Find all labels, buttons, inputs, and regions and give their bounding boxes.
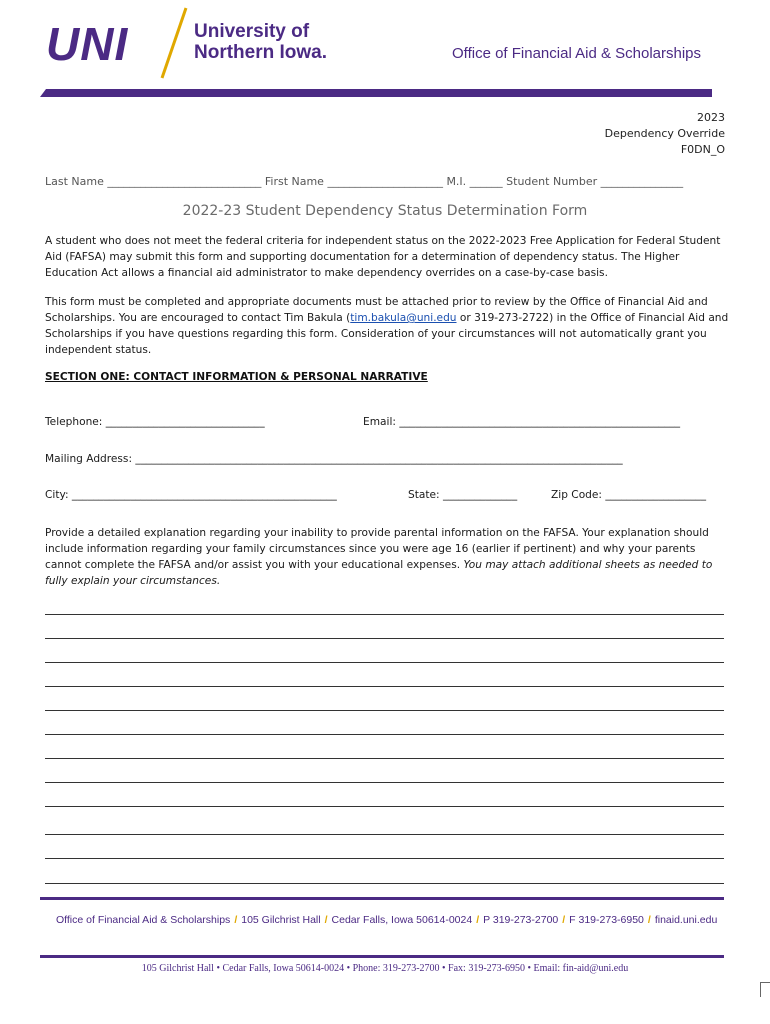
university-line1: University of: [194, 21, 310, 42]
narrative-line[interactable]: [45, 686, 724, 687]
narrative-line[interactable]: [45, 710, 724, 711]
footer-separator: /: [476, 914, 480, 926]
doc-form-name: Dependency Override: [604, 127, 725, 140]
narrative-line[interactable]: [45, 734, 724, 735]
intro-paragraph-2: [45, 294, 730, 358]
intro-paragraph-1: A student who does not meet the federal criteria for independent status on the 2022-2023 Free Application for Federal Student Aid (FAFSA) may submit this form and supporting documentation for a determination of dependency status. The Higher Education Act allows a financial aid administrator to make dependency overrides on a case-by-case basis.: [45, 235, 721, 279]
header-divider: [40, 89, 712, 97]
section-one-heading: SECTION ONE: CONTACT INFORMATION & PERSONAL NARRATIVE: [45, 371, 428, 383]
footer-web: finaid.uni.edu: [654, 914, 718, 926]
narrative-line[interactable]: [45, 782, 724, 783]
footer-separator: /: [324, 914, 328, 926]
explanation-instructions: [45, 525, 730, 589]
mailing-address-field[interactable]: Mailing Address: ____________________________________________________________________________________________: [45, 453, 623, 465]
footer-fax: F 319-273-6950: [569, 914, 644, 926]
footer-separator: /: [234, 914, 238, 926]
footer-separator: /: [562, 914, 566, 926]
page-corner-mark: [760, 982, 770, 997]
university-name: [194, 21, 327, 63]
contact-email-link[interactable]: tim.bakula@uni.edu: [350, 312, 457, 324]
explanation-italic-note: You may attach additional sheets as needed to fully explain your circumstances.: [45, 559, 713, 587]
footer-divider-bottom: [40, 955, 724, 958]
uni-logo: UNI: [46, 18, 129, 70]
narrative-line[interactable]: [45, 806, 724, 807]
telephone-field[interactable]: Telephone: ______________________________: [45, 416, 265, 428]
narrative-line[interactable]: [45, 834, 724, 835]
city-field[interactable]: City: __________________________________________________: [45, 489, 337, 501]
narrative-line[interactable]: [45, 662, 724, 663]
state-field[interactable]: State: ______________: [408, 489, 518, 501]
footer-office: Office of Financial Aid & Scholarships: [56, 914, 231, 926]
narrative-line[interactable]: [45, 883, 724, 884]
doc-year: 2023: [697, 111, 725, 124]
narrative-line[interactable]: [45, 638, 724, 639]
narrative-line[interactable]: [45, 858, 724, 859]
footer-secondary: 105 Gilchrist Hall • Cedar Falls, Iowa 50614-0024 • Phone: 319-273-2700 • Fax: 319-273-6950 • Email: fin-aid@uni.edu: [141, 963, 629, 974]
form-title: 2022-23 Student Dependency Status Determination Form: [182, 203, 588, 219]
narrative-line[interactable]: [45, 614, 724, 615]
footer-separator: /: [647, 914, 651, 926]
explanation-text: Provide a detailed explanation regarding your inability to provide parental information on the FAFSA. Your explanation should include information regarding your family circumstances since you were age 16 (earlier if pertinent) and why your parents cannot complete the FAFSA and/or assist you with your educational expenses.: [45, 527, 709, 571]
university-line2: Northern Iowa.: [194, 42, 328, 63]
doc-info: [605, 110, 725, 158]
intro-p2-part-b: or 319-273-2722) in the Office of Financial Aid and Scholarships if you have questions regarding this form. Consideration of your circumstances will not automatically grant you independent status.: [45, 312, 729, 356]
intro-p2-part-a: This form must be completed and appropriate documents must be attached prior to review by the Office of Financial Aid and Scholarships. You are encouraged to contact Tim Bakula (: [45, 296, 708, 324]
logo-slash-icon: [158, 6, 190, 80]
office-title: Office of Financial Aid & Scholarships: [452, 45, 702, 62]
footer-city: Cedar Falls, Iowa 50614-0024: [331, 914, 473, 926]
footer-contact: [56, 914, 717, 926]
narrative-line[interactable]: [45, 758, 724, 759]
student-name-fields[interactable]: Last Name ____________________________ First Name _____________________ M.I. ______ Student Number _______________: [45, 175, 684, 188]
footer-phone: P 319-273-2700: [483, 914, 559, 926]
email-field[interactable]: Email: _____________________________________________________: [363, 416, 681, 428]
doc-form-code: F0DN_O: [680, 143, 725, 156]
zip-code-field[interactable]: Zip Code: ___________________: [551, 489, 706, 501]
footer-address: 105 Gilchrist Hall: [241, 914, 321, 926]
footer-divider-top: [40, 897, 724, 900]
